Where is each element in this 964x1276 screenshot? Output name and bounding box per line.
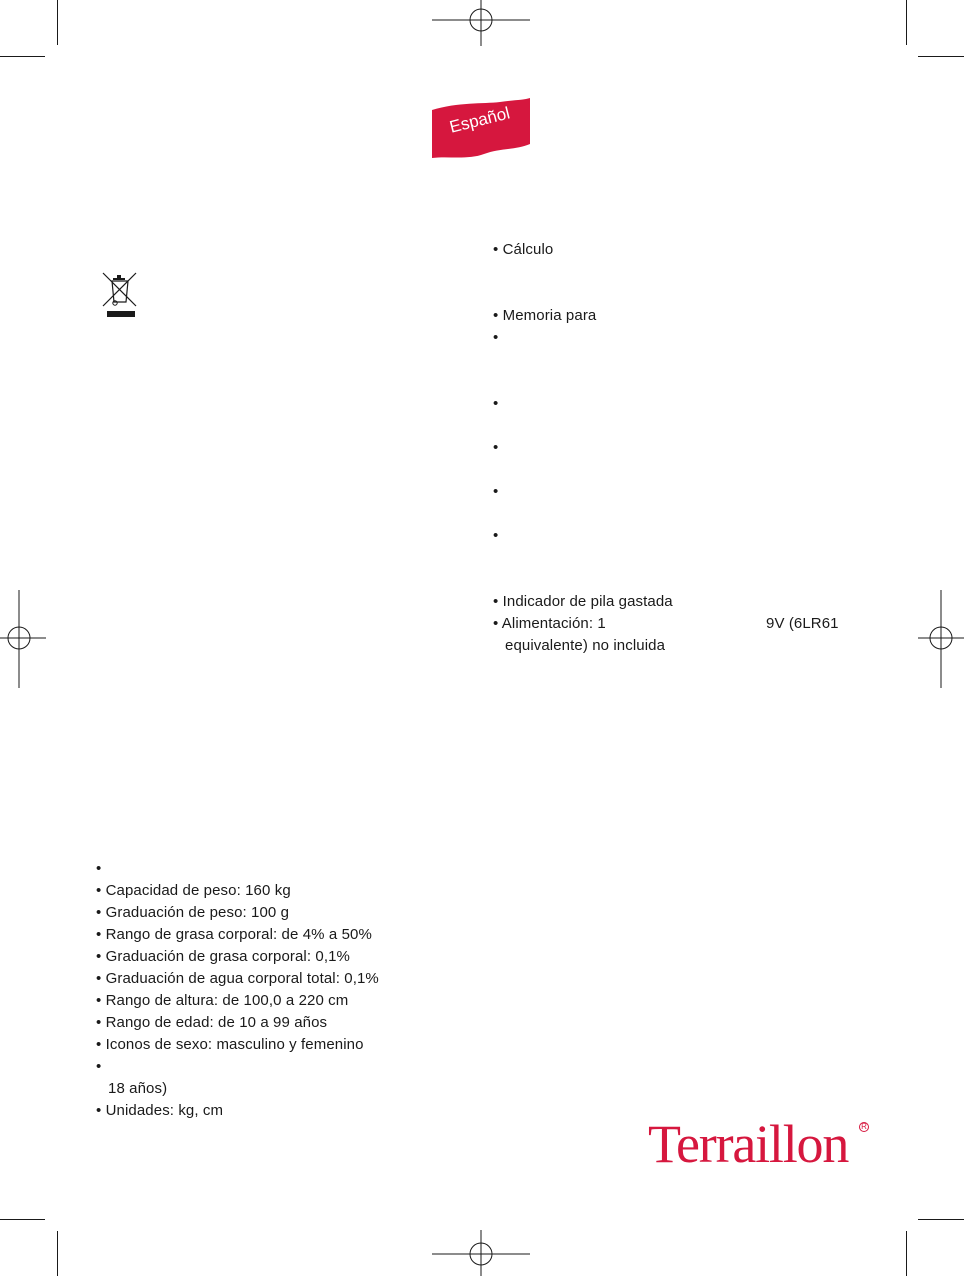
feature-item: • Alimentación: 1 (493, 615, 606, 632)
spec-item: • Capacidad de peso: 160 kg (96, 882, 291, 899)
crossed-out-wheelie-bin-icon (102, 272, 138, 320)
spec-item-continued: 18 años) (108, 1080, 168, 1097)
crop-mark (906, 0, 907, 45)
crop-mark (918, 1219, 964, 1220)
crop-mark (0, 56, 45, 57)
feature-item: • (493, 527, 499, 544)
spec-item: • (96, 1058, 102, 1075)
registration-mark-right (918, 590, 964, 688)
feature-item: • Indicador de pila gastada (493, 593, 673, 610)
spec-item: • Rango de edad: de 10 a 99 años (96, 1014, 328, 1031)
spec-item: • Graduación de grasa corporal: 0,1% (96, 948, 350, 965)
spec-item: • (96, 860, 102, 877)
feature-item: • (493, 439, 499, 456)
crop-mark (918, 56, 964, 57)
crop-mark (57, 1231, 58, 1276)
registration-mark-bottom (432, 1230, 530, 1276)
spec-item: • Unidades: kg, cm (96, 1102, 224, 1119)
language-flag (428, 98, 534, 162)
feature-item: • Memoria para (493, 307, 597, 324)
spec-item: • Iconos de sexo: masculino y femenino (96, 1036, 364, 1053)
crop-mark (0, 1219, 45, 1220)
crop-mark (57, 0, 58, 45)
brand-logo (648, 1114, 867, 1174)
spec-item: • Graduación de agua corporal total: 0,1% (96, 970, 379, 987)
feature-item-continued: 9V (6LR61 (766, 615, 839, 632)
spec-item: • Rango de grasa corporal: de 4% a 50% (96, 926, 372, 943)
feature-item: • Cálculo (493, 241, 554, 258)
feature-item: • (493, 395, 499, 412)
brand-name: Terraillon (648, 1114, 849, 1174)
feature-item: • (493, 329, 499, 346)
registration-mark-left (0, 590, 46, 688)
spec-item: • Graduación de peso: 100 g (96, 904, 290, 921)
language-flag-label: Español (447, 103, 512, 137)
feature-item-continued: equivalente) no incluida (505, 637, 666, 654)
registered-mark: R (859, 1122, 869, 1132)
crop-mark (906, 1231, 907, 1276)
registration-mark-top (432, 0, 530, 46)
feature-item: • (493, 483, 499, 500)
spec-item: • Rango de altura: de 100,0 a 220 cm (96, 992, 349, 1009)
